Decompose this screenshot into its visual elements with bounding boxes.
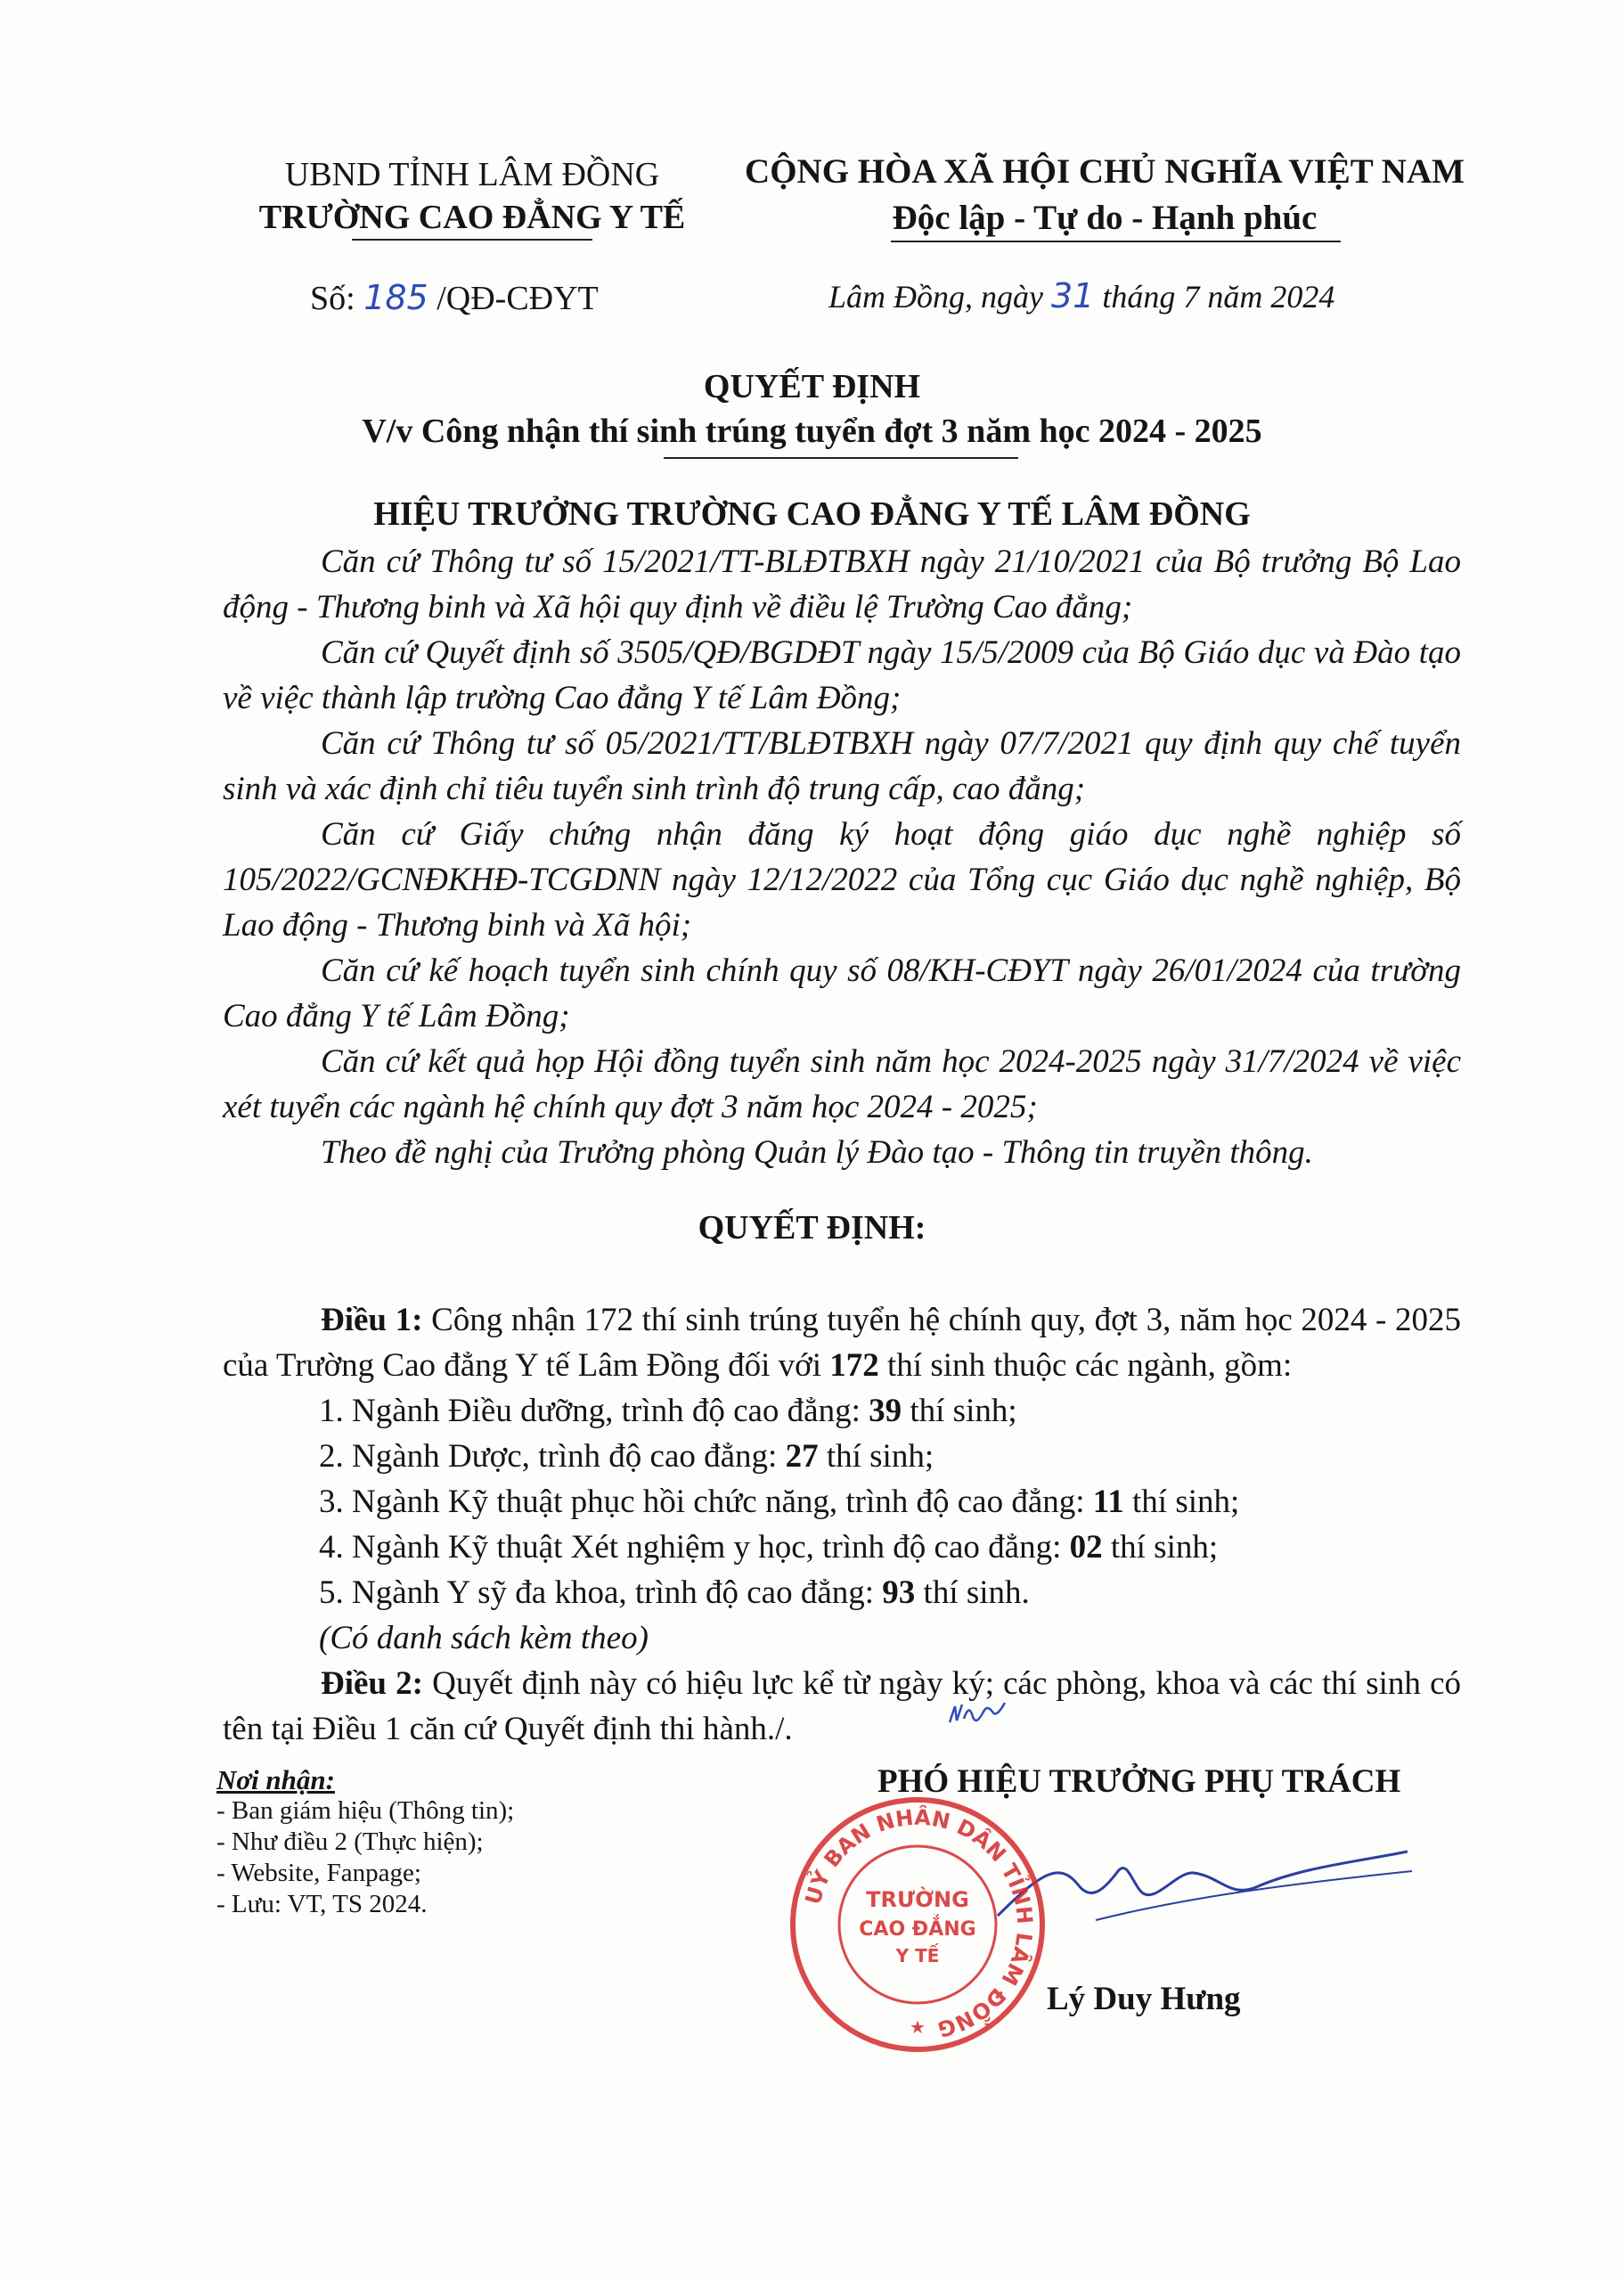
item-prefix: 2. Ngành Dược, trình độ cao đẳng: bbox=[319, 1438, 778, 1475]
date-suffix: tháng 7 năm 2024 bbox=[1102, 279, 1335, 315]
document-number bbox=[310, 278, 599, 318]
list-item bbox=[223, 1434, 1461, 1479]
recipient-item: - Lưu: VT, TS 2024. bbox=[216, 1890, 428, 1918]
motto-underline bbox=[891, 241, 1341, 242]
attachment-note: (Có danh sách kèm theo) bbox=[319, 1620, 649, 1656]
issuer-underline bbox=[352, 239, 592, 241]
recipients-title: Nơi nhận: bbox=[216, 1764, 335, 1795]
decision-heading: QUYẾT ĐỊNH: bbox=[698, 1209, 926, 1247]
item-suffix: thí sinh; bbox=[910, 1393, 1017, 1429]
item-suffix: thí sinh; bbox=[1110, 1529, 1219, 1566]
legal-bases bbox=[223, 539, 1461, 1175]
legal-basis: Theo đề nghị của Trưởng phòng Quản lý Đào tạo - Thông tin truyền thông. bbox=[321, 1134, 1313, 1171]
articles bbox=[223, 1297, 1461, 1752]
item-prefix: 3. Ngành Kỹ thuật phục hồi chức năng, trình độ cao đẳng: bbox=[319, 1484, 1085, 1520]
document-type: QUYẾT ĐỊNH bbox=[703, 368, 921, 405]
item-suffix: thí sinh; bbox=[826, 1438, 934, 1475]
number-prefix: Số: bbox=[310, 280, 355, 317]
legal-basis: Căn cứ kế hoạch tuyển sinh chính quy số 08/KH-CĐYT ngày 26/01/2024 của trường Cao đẳng Y tế Lâm Đồng; bbox=[223, 952, 1461, 1034]
motto: Độc lập - Tự do - Hạnh phúc bbox=[892, 199, 1318, 237]
issuer-school: TRƯỜNG CAO ĐẲNG Y TẾ bbox=[258, 199, 686, 236]
svg-text:★: ★ bbox=[910, 2018, 926, 2038]
signer-name: Lý Duy Hưng bbox=[1047, 1981, 1241, 2017]
article-1-text-a: Công nhận 172 thí sinh trúng tuyển hệ chính quy, đợt 3, năm học 2024 - 2025 của Trường Cao đẳng Y tế Lâm Đồng đối với bbox=[223, 1302, 1462, 1384]
recipient-item: - Website, Fanpage; bbox=[216, 1859, 421, 1887]
item-count: 39 bbox=[869, 1393, 902, 1429]
issuing-authority: HIỆU TRƯỞNG TRƯỜNG CAO ĐẲNG Y TẾ LÂM ĐỒNG bbox=[373, 495, 1251, 533]
legal-basis: Căn cứ Thông tư số 05/2021/TT/BLĐTBXH ngày 07/7/2021 quy định quy chế tuyển sinh và xác định chỉ tiêu tuyển sinh trình độ trung cấp, cao đẳng; bbox=[223, 725, 1461, 807]
legal-basis: Căn cứ Thông tư số 15/2021/TT-BLĐTBXH ngày 21/10/2021 của Bộ trưởng Bộ Lao động - Thương binh và Xã hội quy định về điều lệ Trường Cao đẳng; bbox=[223, 544, 1461, 625]
list-item bbox=[223, 1570, 1461, 1615]
legal-basis: Căn cứ Quyết định số 3505/QĐ/BGDĐT ngày 15/5/2009 của Bộ Giáo dục và Đào tạo về việc thành lập trường Cao đẳng Y tế Lâm Đồng; bbox=[223, 634, 1461, 716]
article-1-label: Điều 1: bbox=[321, 1302, 423, 1338]
item-count: 93 bbox=[882, 1574, 916, 1611]
subject-underline bbox=[664, 457, 1018, 459]
item-suffix: thí sinh; bbox=[1132, 1484, 1240, 1520]
svg-text:TRƯỜNG: TRƯỜNG bbox=[866, 1887, 969, 1912]
place-date bbox=[828, 276, 1488, 315]
signer-title: PHÓ HIỆU TRƯỞNG PHỤ TRÁCH bbox=[877, 1763, 1401, 1800]
article-1-total: 172 bbox=[829, 1347, 879, 1384]
list-item bbox=[223, 1479, 1461, 1525]
article-1 bbox=[223, 1297, 1461, 1388]
recipient-item: - Ban giám hiệu (Thông tin); bbox=[216, 1796, 515, 1825]
item-prefix: 1. Ngành Điều dưỡng, trình độ cao đẳng: bbox=[319, 1393, 861, 1429]
article-2-label: Điều 2: bbox=[321, 1665, 423, 1702]
national-heading bbox=[713, 149, 1497, 241]
item-count: 11 bbox=[1092, 1484, 1124, 1520]
item-suffix: thí sinh. bbox=[923, 1574, 1030, 1611]
country-name: CỘNG HÒA XÃ HỘI CHỦ NGHĨA VIỆT NAM bbox=[745, 152, 1465, 191]
issuer-agency: UBND TỈNH LÂM ĐỒNG bbox=[284, 156, 660, 193]
initials-mark bbox=[946, 1697, 1008, 1733]
date-day-handwritten: 31 bbox=[1051, 276, 1095, 315]
item-count: 27 bbox=[785, 1438, 819, 1475]
number-suffix: /QĐ-CĐYT bbox=[437, 280, 599, 317]
recipient-item: - Như điều 2 (Thực hiện); bbox=[216, 1827, 484, 1856]
article-2-text: Quyết định này có hiệu lực kể từ ngày ký; các phòng, khoa và các thí sinh có tên tại Điều 1 căn cứ Quyết định thi hành./. bbox=[223, 1665, 1461, 1747]
svg-text:Y TẾ: Y TẾ bbox=[895, 1945, 940, 1966]
list-item bbox=[223, 1525, 1461, 1570]
legal-basis: Căn cứ Giấy chứng nhận đăng ký hoạt động giáo dục nghề nghiệp số 105/2022/GCNĐKHĐ-TCGDNN ngày 12/12/2022 của Tổng cục Giáo dục nghề nghiệp, Bộ Lao động - Thương binh và Xã hội; bbox=[223, 816, 1461, 944]
article-1-text-b: thí sinh thuộc các ngành, gồm: bbox=[887, 1347, 1293, 1384]
item-prefix: 4. Ngành Kỹ thuật Xét nghiệm y học, trình độ cao đẳng: bbox=[319, 1529, 1062, 1566]
document-subject: V/v Công nhận thí sinh trúng tuyển đợt 3 năm học 2024 - 2025 bbox=[362, 413, 1262, 450]
legal-basis: Căn cứ kết quả họp Hội đồng tuyển sinh năm học 2024-2025 ngày 31/7/2024 về việc xét tuyển các ngành hệ chính quy đợt 3 năm học 2024 - 2025; bbox=[223, 1043, 1461, 1125]
svg-text:UỶ BAN NHÂN DÂN TỈNH LÂM ĐỒNG: UỶ BAN NHÂN DÂN TỈNH LÂM ĐỒNG bbox=[800, 1804, 1038, 2042]
svg-text:CAO ĐẲNG: CAO ĐẲNG bbox=[859, 1918, 976, 1941]
issuer-block bbox=[192, 153, 753, 239]
official-stamp bbox=[784, 1791, 1051, 2058]
date-prefix: Lâm Đồng, ngày bbox=[828, 279, 1043, 315]
recipients bbox=[216, 1764, 514, 1920]
article-2 bbox=[223, 1661, 1461, 1752]
item-count: 02 bbox=[1069, 1529, 1103, 1566]
list-item bbox=[223, 1388, 1461, 1434]
item-prefix: 5. Ngành Y sỹ đa khoa, trình độ cao đẳng: bbox=[319, 1574, 875, 1611]
number-handwritten: 185 bbox=[363, 278, 428, 317]
